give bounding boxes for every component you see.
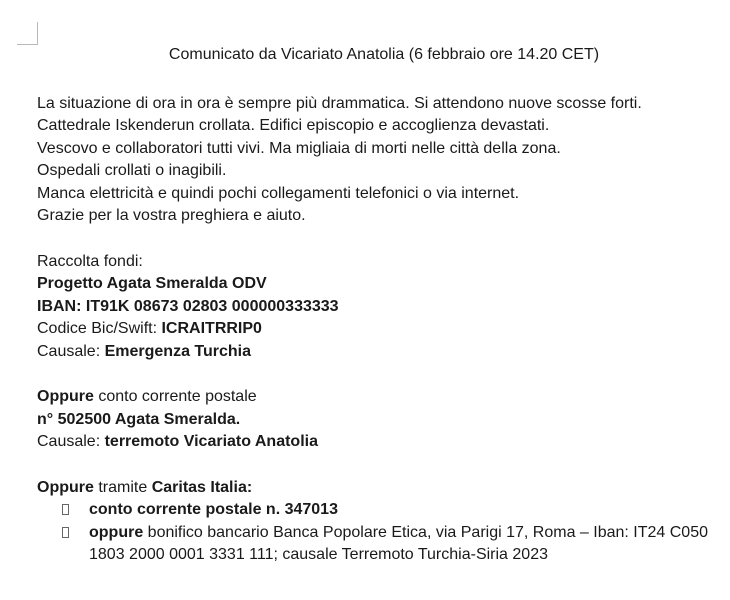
fundraising-section <box>37 251 717 364</box>
caritas-item1: conto corrente postale n. 347013 <box>89 501 338 518</box>
fundraising-bic <box>37 318 717 341</box>
intro-line: Cattedrale Iskenderun crollata. Edifici episcopio e accoglienza devastati. <box>37 117 550 134</box>
postal-line <box>37 386 717 409</box>
caritas-item2-bold: oppure <box>89 523 144 541</box>
fundraising-causale <box>37 341 717 364</box>
fundraising-iban: IBAN: IT91K 08673 02803 000000333333 <box>37 297 339 315</box>
causale-label: Causale: <box>37 342 105 360</box>
bullet-icon <box>62 504 69 515</box>
caritas-section <box>37 477 717 567</box>
postal-causale <box>37 431 717 454</box>
fundraising-heading: Raccolta fondi: <box>37 252 143 270</box>
fundraising-org: Progetto Agata Smeralda ODV <box>37 275 267 292</box>
bic-label: Codice Bic/Swift: <box>37 320 162 337</box>
intro-line: Manca elettricità e quindi pochi collegamenti telefonici o via internet. <box>37 184 520 202</box>
causale-value: Emergenza Turchia <box>104 342 252 360</box>
caritas-item2-text: bonifico bancario Banca Popolare Etica, via Parigi 17, Roma – Iban: IT24 C050 1803 2000 0001 3331 111; causale Terremoto Turchia-Siria 2023 <box>89 523 708 563</box>
intro-line: La situazione di ora in ora è sempre più drammatica. Si attendono nuove scosse forti. <box>37 94 642 112</box>
intro-line: Ospedali crollati o inagibili. <box>37 162 227 179</box>
bullet-icon <box>62 527 69 538</box>
postal-section <box>37 386 717 454</box>
postal-text: conto corrente postale <box>93 388 257 405</box>
postal-causale-value: terremoto Vicariato Anatolia <box>104 433 318 450</box>
page-corner-mark <box>17 22 38 45</box>
list-item <box>37 522 717 567</box>
postal-oppure: Oppure <box>37 388 94 405</box>
caritas-name: Caritas Italia: <box>151 478 253 496</box>
intro-line: Vescovo e collaboratori tutti vivi. Ma migliaia di morti nelle città della zona. <box>37 139 561 157</box>
document-body <box>37 44 717 567</box>
list-item <box>37 499 717 522</box>
caritas-tramite: tramite <box>93 478 152 496</box>
document-title: Comunicato da Vicariato Anatolia (6 febbraio ore 14.20 CET) <box>168 46 600 63</box>
caritas-list <box>37 499 717 567</box>
postal-causale-label: Causale: <box>37 433 105 450</box>
intro-paragraph <box>37 93 717 228</box>
caritas-oppure: Oppure <box>37 478 94 496</box>
postal-number: n° 502500 Agata Smeralda. <box>37 410 241 428</box>
bic-value: ICRAITRRIP0 <box>161 320 262 337</box>
intro-line: Grazie per la vostra preghiera e aiuto. <box>37 207 306 224</box>
caritas-heading <box>37 477 717 500</box>
